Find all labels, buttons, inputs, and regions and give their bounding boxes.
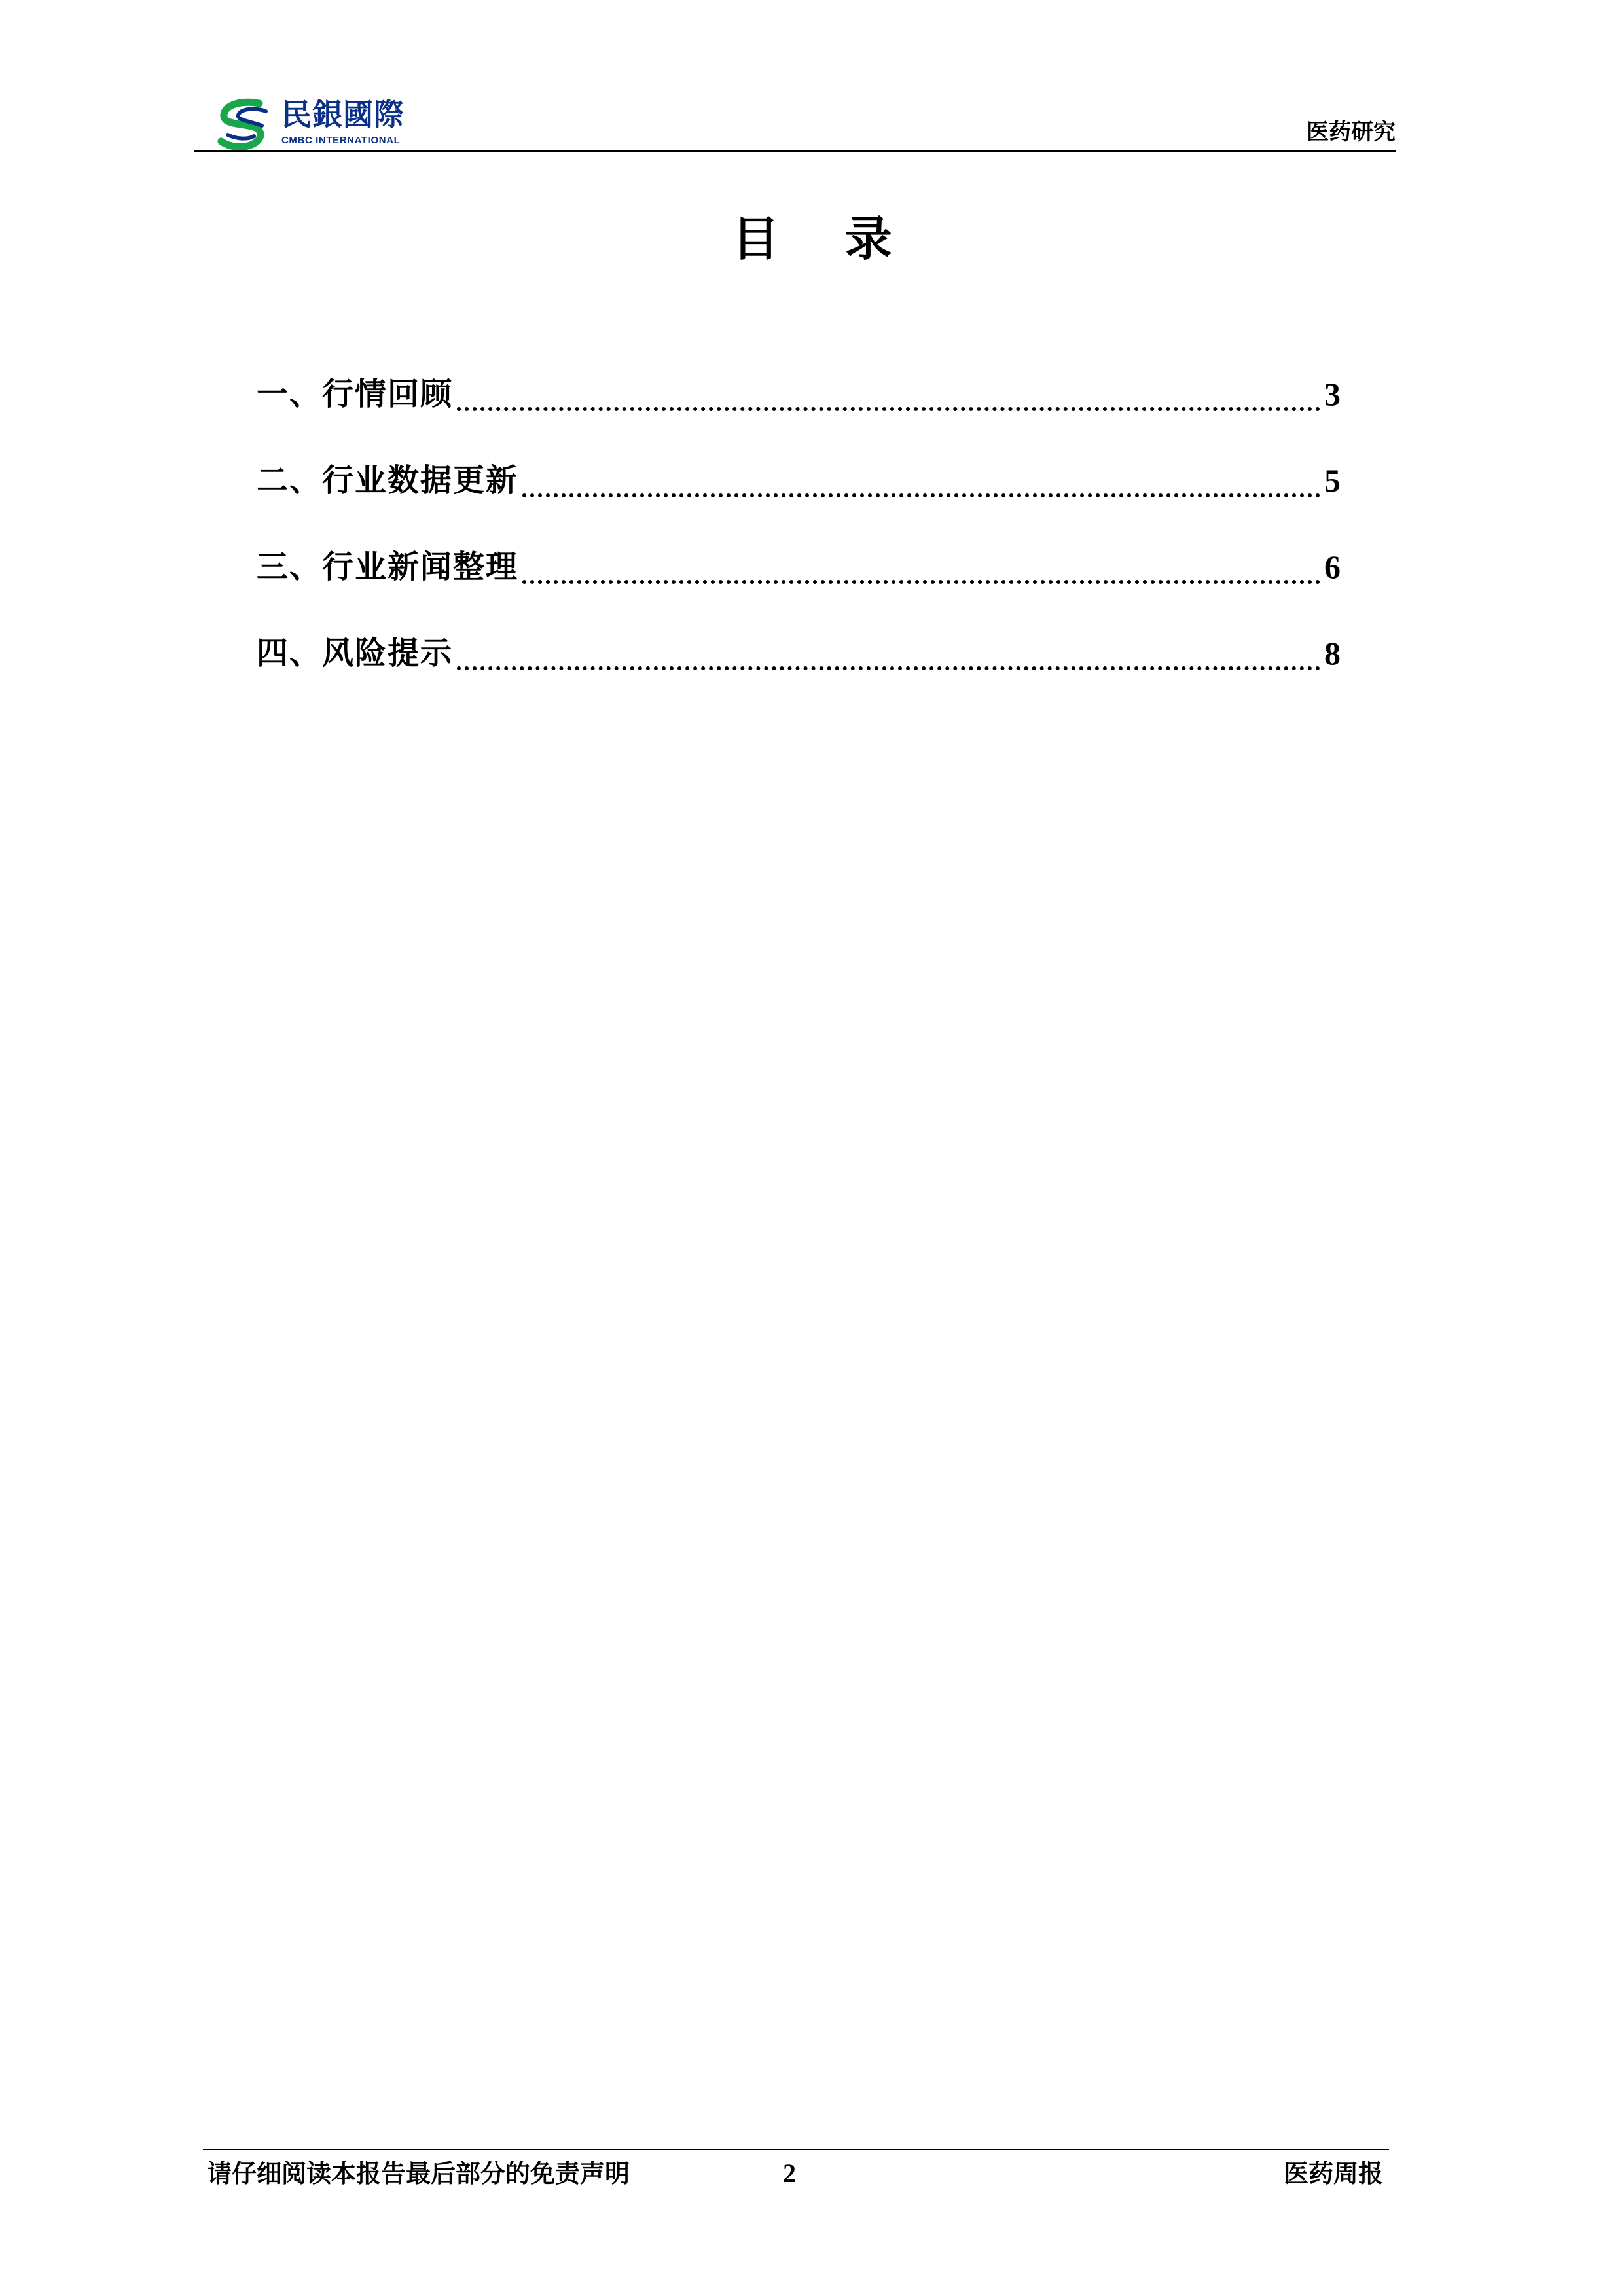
toc-dot-leader xyxy=(457,666,1320,670)
table-of-contents xyxy=(257,339,1341,685)
toc-entry-label[interactable]: 四、风险提示 xyxy=(257,635,454,672)
company-logo xyxy=(213,97,436,152)
toc-entry[interactable] xyxy=(257,512,1341,598)
toc-entry-label[interactable]: 三、行业新闻整理 xyxy=(257,548,519,585)
toc-entry-label[interactable]: 二、行业数据更新 xyxy=(257,462,519,499)
logo-name-cn: 民銀國際 xyxy=(281,97,405,132)
logo-name-en: CMBC INTERNATIONAL xyxy=(281,135,401,146)
footer-disclaimer: 请仔细阅读本报告最后部分的免责声明 xyxy=(207,2159,630,2188)
toc-entry[interactable] xyxy=(257,598,1341,685)
toc-dot-leader xyxy=(457,406,1320,411)
toc-entry-page[interactable]: 5 xyxy=(1324,462,1341,499)
header-divider xyxy=(194,150,1396,152)
footer-page-number: 2 xyxy=(783,2159,796,2188)
toc-entry-page[interactable]: 3 xyxy=(1324,376,1341,412)
toc-dot-leader xyxy=(522,493,1320,497)
cmbc-logo-icon xyxy=(213,97,276,152)
toc-entry[interactable] xyxy=(257,339,1341,425)
toc-entry[interactable] xyxy=(257,425,1341,512)
footer-report-type: 医药周报 xyxy=(1283,2159,1383,2188)
toc-entry-page[interactable]: 6 xyxy=(1324,548,1341,585)
toc-entry-page[interactable]: 8 xyxy=(1324,635,1341,672)
page-header xyxy=(194,92,1396,152)
page-title: 目 录 xyxy=(732,211,892,266)
toc-dot-leader xyxy=(522,579,1320,584)
footer-divider xyxy=(203,2149,1389,2150)
toc-entry-label[interactable]: 一、行情回顾 xyxy=(257,376,454,412)
header-section-label: 医药研究 xyxy=(1307,119,1396,145)
